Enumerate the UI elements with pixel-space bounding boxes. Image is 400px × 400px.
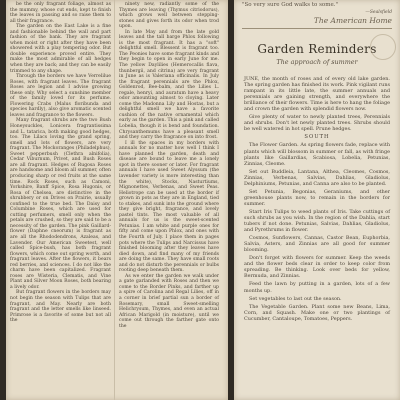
left-newspaper-clipping	[6, 0, 228, 400]
paragraph: As we enter the garden we walk under a gate garlanded with Roses and then we come to the Border Pinks, and farther up a spire of Carolina and Regal Lilies, off in a corner in brief partial sun a border of Rosemary, small Sweet-smelling Helichrysum, Thymes, and even an actual African Marigold (in moisture), until we come out through the farther gate onto the	[119, 273, 219, 329]
paragraph: Through the borders we have Verrelilue Roses, with fragrant leaves. The fragrant Roses are legion and I advise growing these only. Why select a sunshine member of the family loved for its perfume. Flowering Crabs (Malus floribunda and species hardly), also give aromatic scented leaves and fragrance to the flowers.	[10, 74, 111, 118]
article-body	[234, 66, 400, 322]
paragraph: Feed the lawn by putting in a garden, lots of a few months up.	[244, 281, 390, 294]
paragraph: ninety new, radiantly some of the Thymes are leaving (Thymus citriodorus), which grows well between stepping-stones and gives forth its odor when trod upon.	[119, 2, 219, 30]
paragraph: The Flower Garden. As spring flowers fade, replace with plants which will blossom in summer or fall, as with fringe plants like Gaillardias, Scabiosa, Lobelia, Petunias, Zinnias, Cleome.	[244, 142, 390, 167]
paragraph: Give plenty of water to newly planted trees, Perennials and shrubs. Don't let newly planted trees. Shrubs should be well watered in hot spell. Prune hedges.	[244, 114, 390, 133]
paragraph: Set out Buddleia, Lantana, Althea, Cleomes, Cosmos, Zinnias, Verbenas, Salvias, Dahlias, Gladiolus, Delphiniums, Petunias, and Canna are also to be planted.	[244, 168, 390, 187]
paper-stain	[370, 34, 396, 60]
paragraph: Cosmos, Sunflowers, Cannas, Castor Bean, Euphorbia, Salvia, Asters, and Zinnias are all good for summer blooming.	[244, 235, 390, 254]
right-newspaper-clipping	[234, 0, 400, 400]
article-column-2	[114, 0, 222, 400]
paragraph: I ill the spaces in my borders with annuals for no matter how well I think I have planned the garden, death and disease are bound to leave me a lonely spot in there sooner or later. For fragrant annuals I have used Sweet Alyssum (the lavender variety is more interesting than the white), Stocks, Nasturtiums, Mignonettes, Verbenas, and Sweet Peas. Heliotrope can be used at the border if grown in pots as they are in England, tied to stakes, and sunk into the ground where they give bright, fragrance, and lovely pastel tints. The most valuable of all annuals for us is the sweet-scented Petunias. I am white and purple ones for fifty and come upon Phlox, and ones with the Fourth of July. I place them in pages pots where the Tulips and Narcissus have finished blooming after they leaves have died down, and find many of my friends are doing the same. They have small roots and do not disturb the perennials or bulbs rooting deep beneath them.	[119, 140, 219, 274]
paragraph: Many fragrant shrubs are the two Bush Honeysuckles, Lonicera fragrantissima and L. tatarica, both making good hedges, too. The Lilacs loving the grand spring, smell and lots of flowers, are very fragrant. The Mockoranges (Philadelphus), Sweet pepperbush (Clethra alnifolia), Cedar Viburnum, Privet, and Bush Roses are all fragrant. Hedges of Rugosa Roses are handsome and bloom all summer, often producing sharp or red fruits at the same time. Rock Roses, such as Camoni, Yorkshire, Banff Spice, Rosa Hugonis, or Rosa of Chelsea, are distinctive in the shrubbery or on Drives on Prairie, usually confined to the true bed. The Daisy and Columbine Roses, which are used for cutting perfumers, smell only when the petals are crushed, so they are said to be a necessity of the garden. The pink Gaillard-flower (Daphne cneorum) is fragrant as are all the Rhododendrons, Azaleas, and Lavender. Our American Sweetest, well called Spice-bush, has both fragrant flowers, which come out spring worth, and fragrant leaves. After the flowers, it bears red berries, and sciences. I do not like the charm have been capitalized. Fragrant roses are Wisteria, Clematis, and Vine Plant and Silver Moon Roses, both bearing a lively odor.	[10, 118, 111, 290]
paragraph: In late May and from the late gold leaves and the tall barge Phlox following is the most fragrant. It has a "soft" delightful smell. Blessent is fragrant too. The Peonies have some fragrant kinds and they begin to open in early June for me. The yellow Daylilies (Hemerocallis flava, thunbergii, and citrina) are very fragrant in June as is Valeriana officinalis. In July the fragrant perennials are the Phlox, Goldenrod, Bee-balm, and the Lilies L. regale, henryi, and auratum have a heavy odor amounting almost to cloying. Later come the Madonna Lily and Hostas, but a delightful smell we have a favorite cushion of the native ornamental which early as the garden. This a pink and called Lobelia, though it is bend and foundation. Chrysanthemums have a pleasant smell and they carry the fragrance on into frost.	[119, 29, 219, 141]
article-title: Garden Reminders	[257, 42, 377, 56]
paragraph: Set Petunia, Begonias, Geraniums, and other greenhouse plants now, to remain in the borders for summer.	[244, 188, 390, 207]
paragraph: be the only fragrant foliage, almost as the mummy, whose cut ends, kept to finish the leaves in passing and so raise them to all their fragrance.	[10, 2, 111, 24]
quote-block	[234, 0, 400, 16]
paragraph: Start Iris Tulips to weed plants of Iris. Take cuttings of such shrubs as you wish. In the region of the Dahlia, start tubers if not done. Petunias, Salvias, Dahlias, Gladiolus, and Pyrethrums in flower.	[244, 208, 390, 234]
article-columns	[6, 0, 228, 400]
quote-author: —Sealsfield	[365, 10, 392, 15]
article-subtitle: The approach of summer	[276, 58, 358, 66]
paragraph: Set vegetables to last out the season.	[249, 295, 342, 302]
article-column-1	[6, 0, 114, 400]
paragraph: Don't forget with flowers for summer. Keep the weeds and the flower beds clear in order to keep color from spreading. Be thinking. Look over beds for yellow, Bermuda, and Zinnias.	[244, 255, 390, 280]
quote-text: "So very sure God walks to some."	[242, 2, 338, 8]
publication-source: The American Home	[313, 16, 392, 25]
section-heading: SOUTH	[304, 134, 330, 141]
paragraph: The Vegetable Garden. Plant some new Beans, Lima, Corn, and Squash. Make one or two plantings of Cucumber, Cantaloupe, Tomatoes, Peppers.	[244, 303, 390, 322]
paragraph: But fragrant flowers in the borders may not begin the season with Tulips that are fragrant, and May. Nearly are both fragrant and the letter smells like linseed. Primrose is a favorite of some but not all the	[10, 290, 111, 324]
divider	[242, 28, 392, 29]
paragraph: The garden on the East Lake is a fine and fashionable behind the wall and part fashion of the bank. They are fragrant when moist or right after they have been showered with a play tempering odor. But double experience proved entire. They make the most admirable of all hedges when they are back; and they can be easily trimmed to any shape.	[10, 24, 111, 74]
intro-paragraph: JUNE, the month of roses and of every old lake garden. The spring garden has finished its work. Pink vigilant runs rampant in its little late, the summer annuals and perennials are gaining strength, and everywhere the brilliance of their flowers. Time is here to hang the foliage and crown the garden with splendid flowers now.	[244, 76, 390, 113]
